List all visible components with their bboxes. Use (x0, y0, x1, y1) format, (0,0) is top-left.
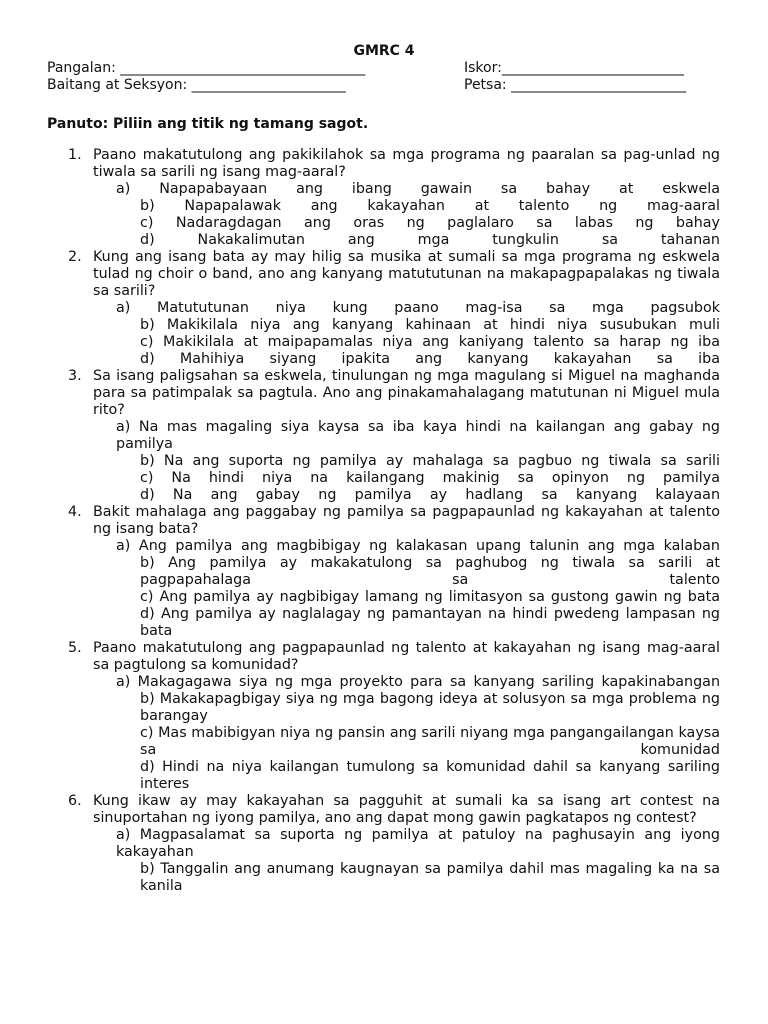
question-number: 1. (68, 147, 82, 163)
answer-choice[interactable]: b) Ang pamilya ay makakatulong sa paghubog ng tiwala sa sarili at pagpapahalaga sa talento (140, 555, 720, 588)
answer-choice[interactable]: c) Ang pamilya ay nagbibigay lamang ng limitasyon sa gustong gawin ng bata (140, 589, 720, 605)
answer-choice[interactable]: b) Napapalawak ang kakayahan at talento ng mag-aaral (140, 198, 720, 214)
choice-list (93, 300, 720, 368)
question-number: 6. (68, 793, 82, 809)
question-number: 2. (68, 249, 82, 265)
question-list (0, 147, 768, 895)
date-label: Petsa: (464, 77, 507, 93)
question-item (68, 504, 720, 640)
question-item (68, 249, 720, 368)
answer-choice[interactable]: d) Mahihiya siyang ipakita ang kanyang kakayahan sa iba (140, 351, 720, 367)
name-blank: ___________________________________ (120, 60, 366, 76)
answer-choice[interactable]: a) Ang pamilya ang magbibigay ng kalakasan upang talunin ang mga kalaban (116, 538, 720, 554)
choice-list (93, 827, 720, 895)
answer-choice[interactable]: a) Makagagawa siya ng mga proyekto para sa kanyang sariling kapakinabangan (116, 674, 720, 690)
question-number: 3. (68, 368, 82, 384)
answer-choice[interactable]: a) Napapabayaan ang ibang gawain sa bahay at eskwela (116, 181, 720, 197)
date-field (464, 77, 686, 93)
question-item (68, 147, 720, 249)
choice-list (93, 181, 720, 249)
question-item (68, 640, 720, 793)
answer-choice[interactable]: c) Makikilala at maipapamalas niya ang kaniyang talento sa harap ng iba (140, 334, 720, 350)
question-text: Paano makatutulong ang pakikilahok sa mga programa ng paaralan sa pag-unlad ng tiwala sa sarili ng isang mag-aaral? (93, 147, 720, 180)
answer-choice[interactable]: b) Makikilala niya ang kanyang kahinaan at hindi niya susubukan muli (140, 317, 720, 333)
date-blank: _________________________ (511, 77, 687, 93)
answer-choice[interactable]: d) Hindi na niya kailangan tumulong sa komunidad dahil sa kanyang sariling interes (140, 759, 720, 792)
section-label: Baitang at Seksyon: (47, 77, 188, 93)
answer-choice[interactable]: b) Na ang suporta ng pamilya ay mahalaga sa pagbuo ng tiwala sa sarili (140, 453, 720, 469)
question-number: 5. (68, 640, 82, 656)
question-text: Kung ang isang bata ay may hilig sa musika at sumali sa mga programa ng eskwela tulad ng choir o band, ano ang kanyang matututunan na makapagpapalakas ng tiwala sa sarili? (93, 249, 720, 299)
question-item (68, 368, 720, 504)
section-field (47, 77, 346, 93)
question-text: Kung ikaw ay may kakayahan sa pagguhit at sumali ka sa isang art contest na sinuportahan ng iyong pamilya, ano ang dapat mong gawin pagkatapos ng contest? (93, 793, 720, 826)
instructions: Panuto: Piliin ang titik ng tamang sagot. (47, 116, 369, 132)
answer-choice[interactable]: c) Na hindi niya na kailangang makinig sa opinyon ng pamilya (140, 470, 720, 486)
question-text: Bakit mahalaga ang paggabay ng pamilya sa pagpapaunlad ng kakayahan at talento ng isang bata? (93, 504, 720, 537)
answer-choice[interactable]: a) Magpasalamat sa suporta ng pamilya at patuloy na paghusayin ang iyong kakayahan (116, 827, 720, 860)
page-title: GMRC 4 (353, 43, 415, 59)
question-item (68, 793, 720, 895)
answer-choice[interactable]: b) Makakapagbigay siya ng mga bagong ideya at solusyon sa mga problema ng barangay (140, 691, 720, 724)
name-label: Pangalan: (47, 60, 116, 76)
answer-choice[interactable]: d) Na ang gabay ng pamilya ay hadlang sa kanyang kalayaan (140, 487, 720, 503)
choice-list (93, 538, 720, 640)
section-blank: ______________________ (191, 77, 346, 93)
score-field (464, 60, 684, 76)
answer-choice[interactable]: b) Tanggalin ang anumang kaugnayan sa pamilya dahil mas magaling ka na sa kanila (140, 861, 720, 894)
question-number: 4. (68, 504, 82, 520)
question-text: Paano makatutulong ang pagpapaunlad ng talento at kakayahan ng isang mag-aaral sa pagtulong sa komunidad? (93, 640, 720, 673)
answer-choice[interactable]: c) Nadaragdagan ang oras ng paglalaro sa labas ng bahay (140, 215, 720, 231)
question-text: Sa isang paligsahan sa eskwela, tinulungan ng mga magulang si Miguel na maghanda para sa patimpalak sa pagtula. Ano ang pinakamahalagang matutunan ni Miguel mula rito? (93, 368, 720, 418)
name-field (47, 60, 365, 76)
choice-list (93, 674, 720, 793)
choice-list (93, 419, 720, 504)
answer-choice[interactable]: c) Mas mabibigyan niya ng pansin ang sarili niyang mga pangangailangan kaysa sa komunidad (140, 725, 720, 758)
answer-choice[interactable]: d) Nakakalimutan ang mga tungkulin sa tahanan (140, 232, 720, 248)
score-label: Iskor: (464, 60, 502, 76)
answer-choice[interactable]: d) Ang pamilya ay naglalagay ng pamantayan na hindi pwedeng lampasan ng bata (140, 606, 720, 639)
score-blank: __________________________ (501, 60, 684, 76)
answer-choice[interactable]: a) Matututunan niya kung paano mag-isa sa mga pagsubok (116, 300, 720, 316)
answer-choice[interactable]: a) Na mas magaling siya kaysa sa iba kaya hindi na kailangan ang gabay ng pamilya (116, 419, 720, 452)
